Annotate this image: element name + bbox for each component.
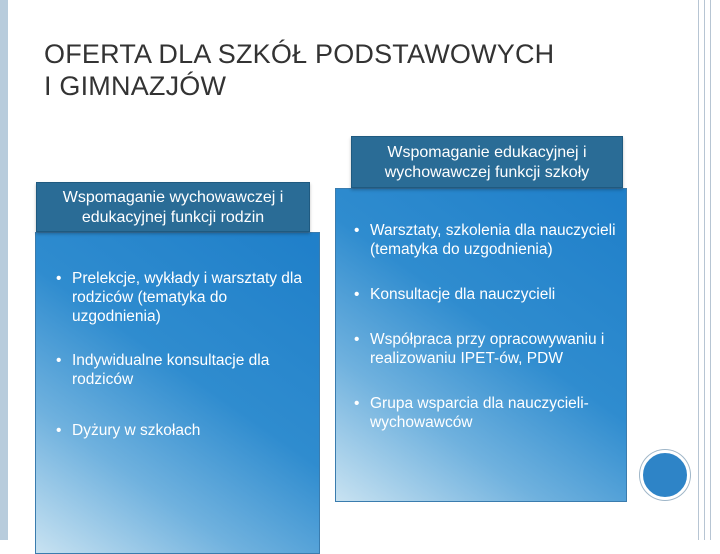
- left-panel: [35, 232, 320, 554]
- left-panel-header: Wspomaganie wychowawczej i edukacyjnej funkcji rodzin: [36, 182, 310, 232]
- bullet-icon: •: [354, 331, 360, 348]
- bullet-icon: •: [56, 352, 62, 369]
- bullet-icon: •: [56, 270, 62, 287]
- right-panel-header: Wspomaganie edukacyjnej i wychowawczej funkcji szkoły: [351, 136, 623, 188]
- list-item: [56, 269, 316, 326]
- bullet-icon: •: [56, 422, 62, 439]
- slide-title: [44, 38, 664, 102]
- list-item: [354, 285, 622, 304]
- list-item: [354, 221, 622, 259]
- list-item-text: Indywidualne konsultacje dla rodziców: [72, 352, 270, 388]
- list-item: [354, 330, 622, 368]
- title-line-2: I GIMNAZJÓW: [44, 71, 227, 101]
- right-frame-lines: [692, 0, 720, 540]
- title-line-1: OFERTA DLA SZKÓŁ PODSTAWOWYCH: [44, 39, 555, 69]
- left-list: [56, 269, 316, 466]
- decorative-circle-icon: [640, 450, 690, 500]
- list-item-text: Współpraca przy opracowywaniu i realizowaniu IPET-ów, PDW: [370, 331, 605, 367]
- bullet-icon: •: [354, 222, 360, 239]
- bullet-icon: •: [354, 286, 360, 303]
- left-frame-bar: [0, 0, 8, 540]
- list-item: [354, 394, 622, 432]
- right-list: [354, 221, 622, 458]
- list-item: [56, 421, 316, 440]
- list-item-text: Grupa wsparcia dla nauczycieli-wychowawców: [370, 395, 589, 431]
- list-item: [56, 351, 316, 389]
- list-item-text: Warsztaty, szkolenia dla nauczycieli (tematyka do uzgodnienia): [370, 222, 616, 258]
- list-item-text: Konsultacje dla nauczycieli: [370, 286, 556, 303]
- list-item-text: Dyżury w szkołach: [72, 422, 201, 439]
- right-panel: [335, 188, 627, 502]
- list-item-text: Prelekcje, wykłady i warsztaty dla rodziców (tematyka do uzgodnienia): [72, 270, 302, 325]
- bullet-icon: •: [354, 395, 360, 412]
